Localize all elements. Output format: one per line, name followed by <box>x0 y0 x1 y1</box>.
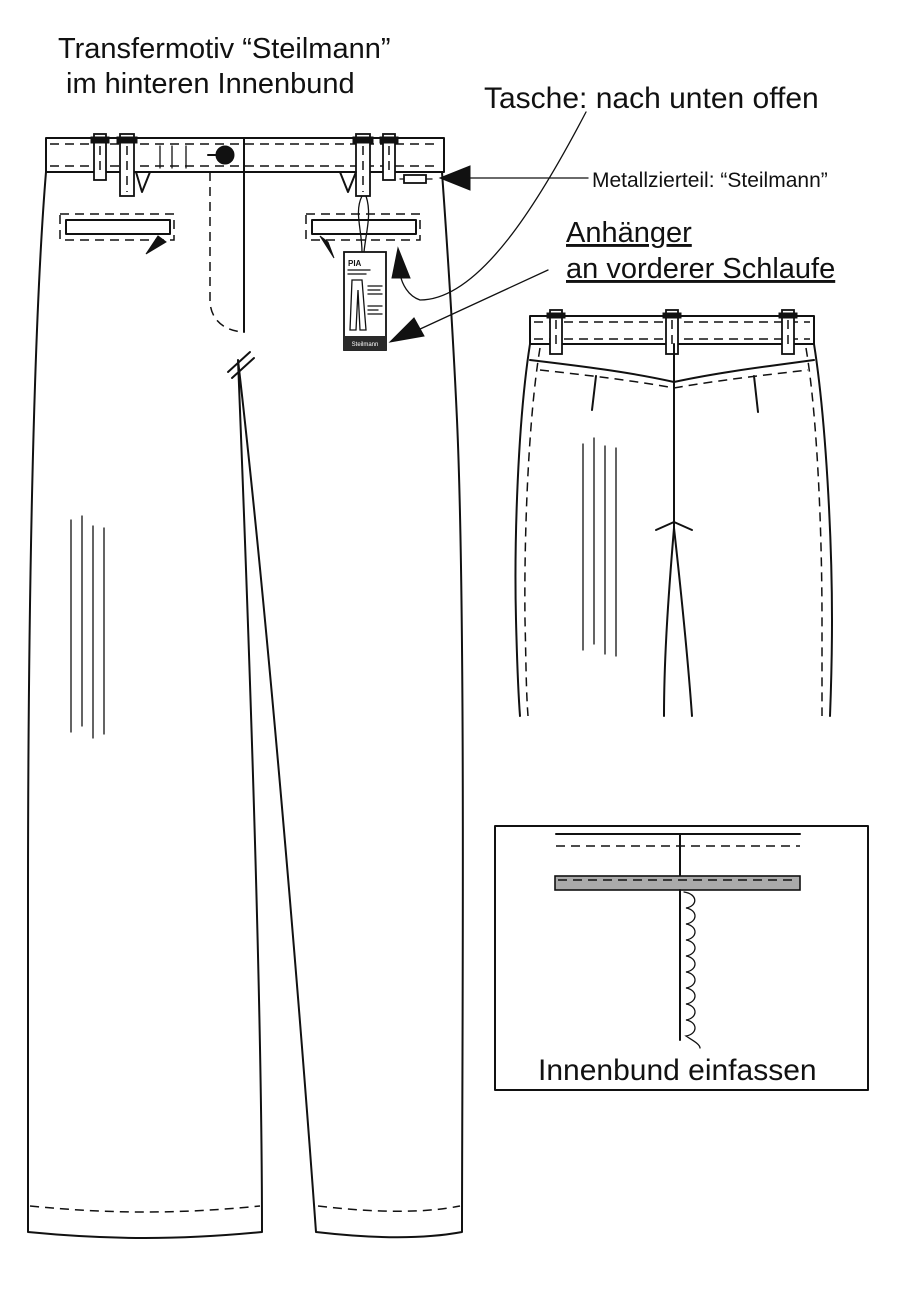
tag-arrow <box>390 318 424 342</box>
detail-frame <box>495 826 868 1090</box>
pocket-leader <box>400 112 586 300</box>
overlock-seam <box>684 892 700 1048</box>
button <box>216 146 234 164</box>
hangtag-footer: Steilmann <box>351 342 379 348</box>
transfer-label-line1: Transfermotiv “Steilmann” <box>58 33 391 65</box>
back-view-trousers <box>516 310 832 716</box>
left-front-pocket <box>60 214 174 254</box>
hangtag-brand: PIA <box>348 259 362 268</box>
back-wrinkles <box>583 438 616 656</box>
tag-label-line2: an vorderer Schlaufe <box>566 253 836 285</box>
inner-binding-detail <box>495 826 868 1090</box>
tag-label-line1: Anhänger <box>566 217 692 249</box>
transfer-label-line2: im hinteren Innenbund <box>66 68 355 100</box>
callouts <box>58 33 835 342</box>
back-outline <box>516 344 530 716</box>
tag-leader <box>418 270 548 330</box>
metal-label: Metallzierteil: “Steilmann” <box>592 169 828 192</box>
pocket-label: Tasche: nach unten offen <box>484 82 819 115</box>
waistband-stitch-marks <box>160 146 186 168</box>
binding-strip <box>555 876 800 890</box>
metal-ornament <box>404 175 426 183</box>
front-view-trousers <box>28 134 463 1238</box>
inner-binding-label: Innenbund einfassen <box>538 1054 817 1087</box>
pocket-arrow <box>392 248 410 278</box>
fly-stitching <box>210 172 242 332</box>
front-wrinkles <box>71 516 104 738</box>
